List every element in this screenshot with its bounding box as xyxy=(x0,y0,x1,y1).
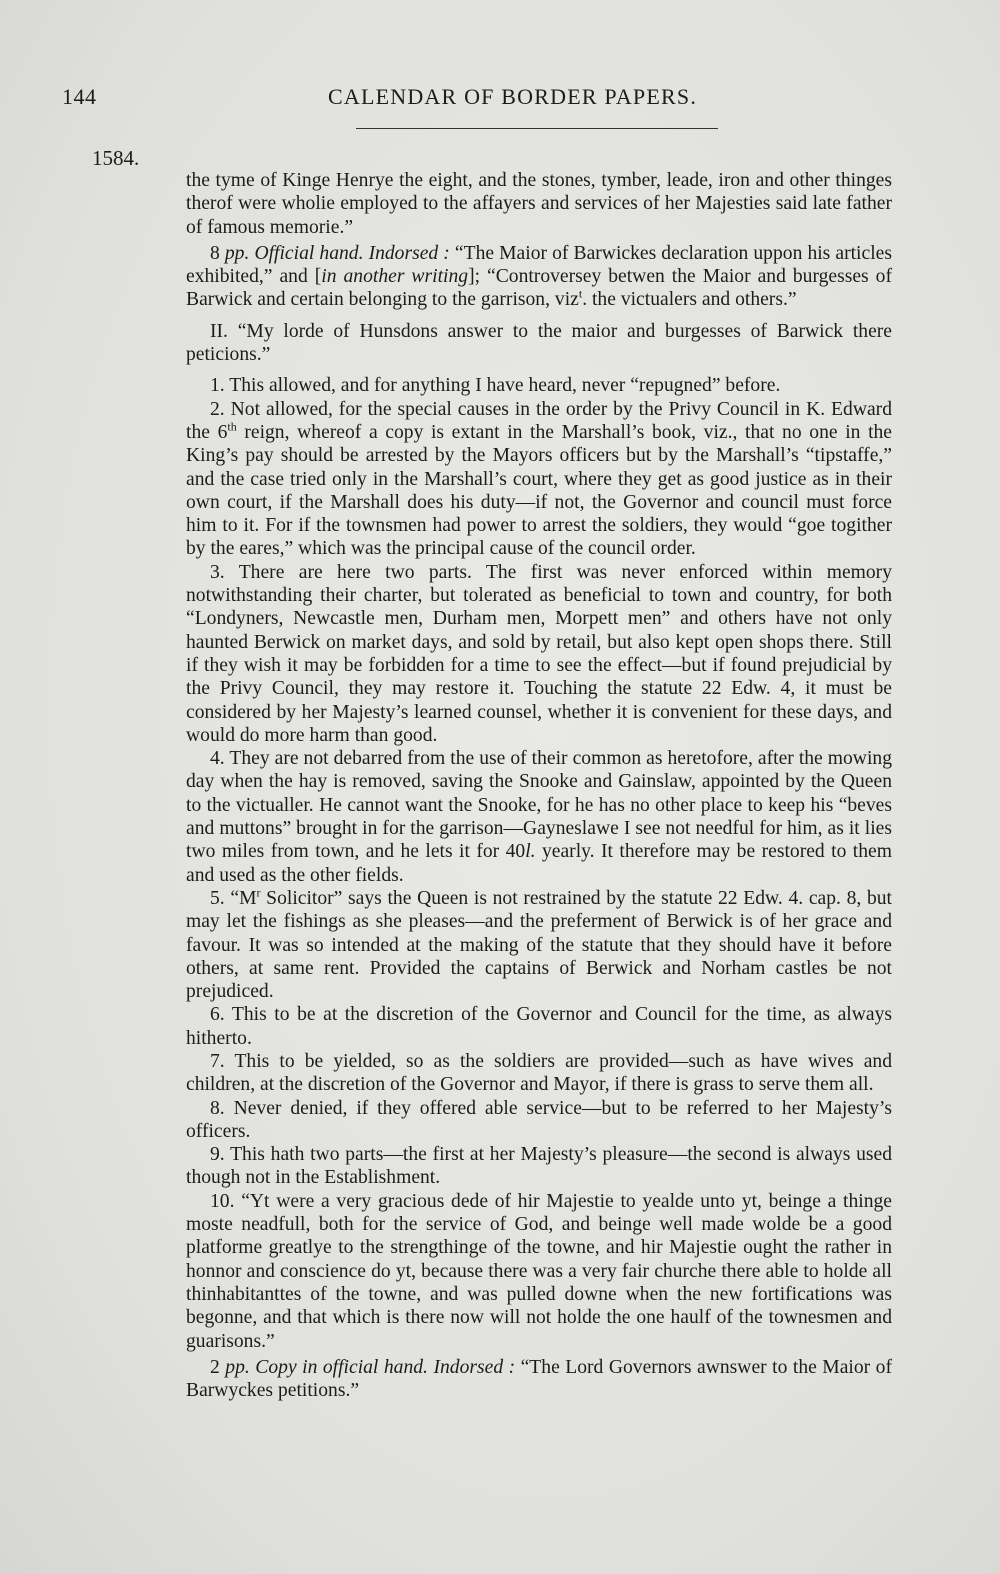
margin-year: 1584. xyxy=(92,146,140,170)
paragraph-item-9: 9. This hath two parts—the first at her Majesty’s pleasure—the second is always used though not in the Establishment. xyxy=(186,1144,892,1189)
paragraph-item-1: 1. This allowed, and for anything I have heard, never “repugned” before. xyxy=(210,375,781,397)
paragraph-item-10: 10. “Yt were a very gracious dede of hir Majestie to yealde unto yt, beinge a thinge moste neadfull, both for the service of God, and beinge well made wolde be a good platforme greatlye to the strengthinge of the towne, and hir Majestie ought the rather in honnor and conscience do yt, because there was a very fair churche there able to holde all thinhabitanttes of the towne, and was pulled downe when the new fortifications was begonne, and that which is there now will not holde the one haulf of the townesmen and guarisons.” xyxy=(186,1190,892,1352)
body-text xyxy=(186,169,892,1402)
page-header xyxy=(62,84,752,118)
paragraph-item-5: 5. “$M^r$ Solicitor” says the Queen is not restrained by the statute 22 Edw. 4. cap. 8, but may let the fishings as she pleases—and the preferment of Berwick is of her grace and favour. It was so intended at the making of the statute that they should have it before others, at same rent. Provided the captains of Berwick and Norham castles be not prejudiced. xyxy=(186,885,892,1003)
paragraph-item-2: 2. Not allowed, for the special causes in the order by the Privy Council in K. Edward the 6th reign, whereof a copy is extant in the Marshall’s book, viz., that no one in the King’s pay should be arrested by the Mayors officers but by the Marshall’s “tipstaffe,” and the case tried only in the Marshall’s court, where they get as good justice as in their own court, if the Marshall does his duty—if not, the Governor and council must force him to it. For if the townsmen had power to arrest the soldiers, they would “goe togither by the eares,” which was the principal cause of the council order. xyxy=(186,398,893,560)
paragraph-heading: II. “My lorde of Hunsdons answer to the maior and burgesses of Barwick there peticions.” xyxy=(186,320,892,366)
paragraph-item-6: 6. This to be at the discretion of the Governor and Council for the time, as always hitherto. xyxy=(186,1004,892,1049)
paragraph-item-3: 3. There are here two parts. The first was never enforced within memory notwithstanding their charter, but tolerated as beneficial to town and country, for both “Londyners, Newcastle men, Durham men, Morpett men” and others have not only haunted Berwick on market days, and sold by retail, but also kept open shops there. Still if they wish it may be forbidden for a time to see the effect—but if found prejudicial by the Privy Council, they may restore it. Touching the statute 22 Edw. 4, it must be considered by her Majesty’s learned counsel, whether it is convenient for these days, and would do more harm than good. xyxy=(186,561,892,746)
header-rule xyxy=(356,128,718,129)
paragraph-item-7: 7. This to be yielded, so as the soldiers are provided—such as have wives and children, at the discretion of the Governor and Mayor, if there is grass to serve them all. xyxy=(186,1050,892,1096)
paragraph-endorsement-2: 2 pp. Copy in official hand. Indorsed : “The Lord Governors awnswer to the Maior of Barwyckes petitions.” xyxy=(186,1356,892,1402)
running-title: CALENDAR OF BORDER PAPERS. xyxy=(328,84,698,109)
page-number: 144 xyxy=(62,84,97,109)
paragraph: the tyme of Kinge Henrye the eight, and the stones, tymber, leade, iron and other thinges therof were wholie employed to the affayers and services of her Majesties said late father of famous memorie.” xyxy=(186,170,892,238)
paragraph-item-4: 4. They are not debarred from the use of their common as heretofore, after the mowing day when the hay is removed, saving the Snooke and Gainslaw, appointed by the Queen to the victualler. He cannot want the Snooke, for he has no other place to keep his “beves and muttons” brought in for the garrison—Gayneslawe I see not needful for him, as it lies two miles from town, and he lets it for 40l. yearly. It therefore may be restored to them and used as the other fields. xyxy=(186,748,892,886)
paragraph-item-8: 8. Never denied, if they offered able service—but to be referred to her Majesty’s officers. xyxy=(186,1097,892,1142)
paragraph-endorsement: 8 pp. Official hand. Indorsed : “The Maior of Barwickes declaration uppon his articles exhibited,” and [in another writing]; “Controversey betwen the Maior and burgesses of Barwick and certain belonging to the garrison, viz$^t$. the victualers and others.” xyxy=(186,242,892,311)
